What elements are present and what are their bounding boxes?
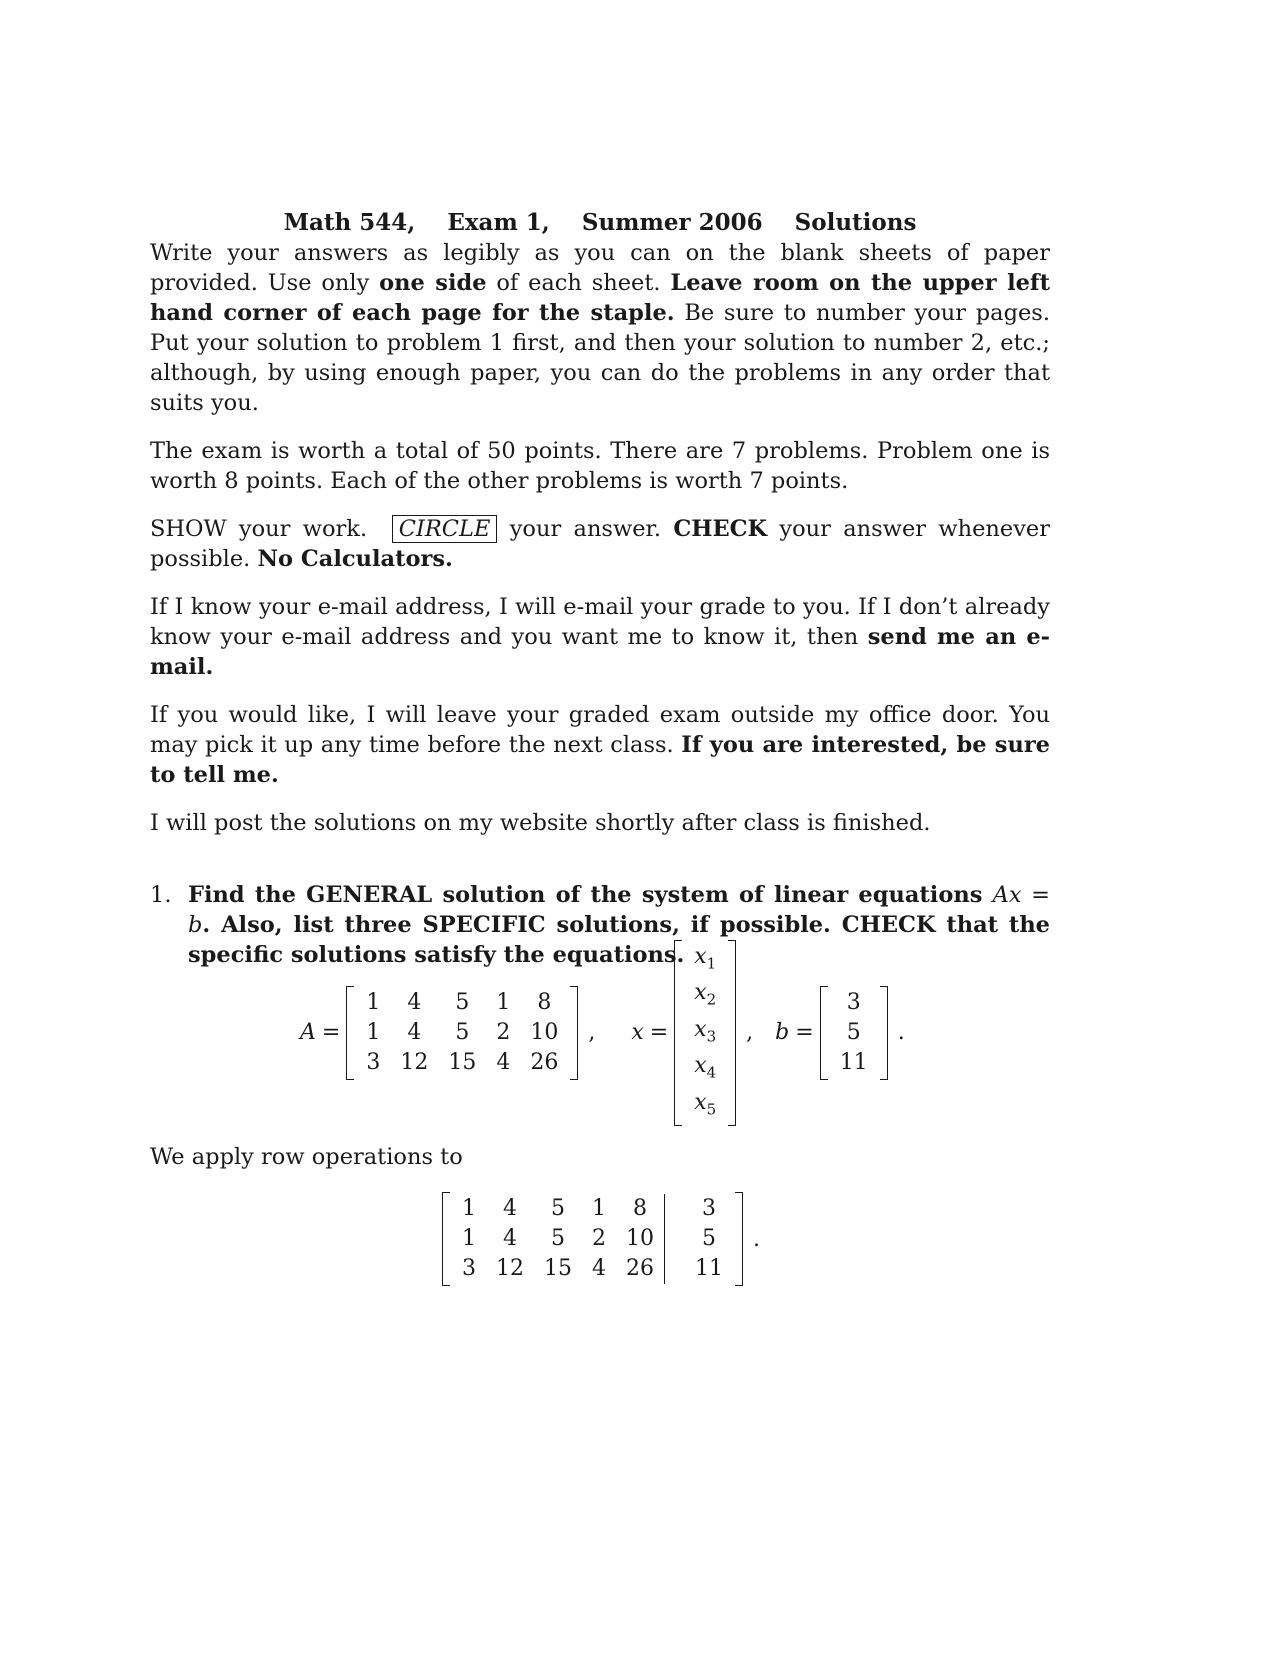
instructions-paragraph-5: If you would like, I will leave your graded exam outside my office door. You may pick it up any time before the next class. If you are interested, be sure to tell me. (150, 702, 1050, 788)
matrix-cell: 5 (455, 1019, 470, 1045)
matrix-row (684, 1088, 726, 1124)
course-name: Math 544, (283, 209, 416, 236)
matrix-A (346, 986, 578, 1080)
augmented-matrix-row: 1 4 5 1 8 3 1 4 5 2 10 5 3 12 15 4 26 11 . (442, 1192, 770, 1286)
instructions-paragraph-6: I will post the solutions on my website shortly after class is finished. (150, 810, 931, 836)
problem-number: 1. (150, 882, 172, 908)
circle-box: CIRCLE (392, 515, 498, 543)
instructions-paragraph-3: SHOW your work. CIRCLE your answer. CHECK your answer whenever possible. No Calculators. (150, 516, 1050, 572)
matrix-cell: 3 (366, 1049, 381, 1075)
vector-entry: $x_1$ (694, 944, 717, 973)
vector-x-label: x (631, 1020, 644, 1046)
vector-x (674, 940, 736, 1126)
augmented-rhs-cell: 3 (702, 1196, 716, 1221)
augment-divider (665, 1254, 686, 1284)
vector-entry: $x_2$ (694, 980, 717, 1009)
matrix-row (356, 988, 568, 1018)
matrix-row (684, 942, 726, 978)
matrix-cell: 3 (462, 1256, 476, 1281)
matrix-row (830, 1018, 878, 1048)
vector-x-table (684, 942, 726, 1124)
matrix-cell: 5 (455, 989, 470, 1015)
vector-entry: 3 (846, 989, 861, 1015)
augmented-matrix-table (452, 1194, 733, 1284)
matrix-cell: 5 (551, 1226, 565, 1251)
matrix-row (452, 1224, 733, 1254)
matrix-cell: 1 (592, 1196, 606, 1221)
vector-b-label: b (775, 1020, 790, 1046)
exam-name: Exam 1, (447, 209, 550, 236)
augment-divider (665, 1194, 686, 1224)
augmented-matrix (442, 1192, 743, 1286)
augmented-rhs-cell: 5 (702, 1226, 716, 1251)
row-ops-intro: We apply row operations to (150, 1144, 463, 1170)
exam-term: Summer 2006 (581, 209, 763, 236)
vector-entry: $x_4$ (694, 1053, 717, 1082)
matrix-cell: 10 (626, 1226, 654, 1251)
matrix-row (830, 1048, 878, 1078)
matrix-cell: 4 (407, 1019, 422, 1045)
matrix-cell: 1 (462, 1226, 476, 1251)
vector-b-table (830, 988, 878, 1078)
matrix-cell: 1 (366, 989, 381, 1015)
matrix-cell: 4 (592, 1256, 606, 1281)
matrix-A-label: A (300, 1020, 316, 1046)
exam-title (150, 208, 1050, 238)
matrix-row (356, 1048, 568, 1078)
matrix-cell: 12 (496, 1256, 524, 1281)
matrix-row (684, 978, 726, 1014)
vector-b (820, 986, 888, 1080)
instructions-paragraph-2: The exam is worth a total of 50 points. There are 7 problems. Problem one is worth 8 points. Each of the other problems is worth 7 points. (150, 438, 1050, 494)
matrix-cell: 26 (530, 1049, 559, 1075)
matrix-row (452, 1254, 733, 1284)
matrix-cell: 12 (400, 1049, 429, 1075)
matrix-row (684, 1051, 726, 1087)
instructions-paragraph-1: Write your answers as legibly as you can on the blank sheets of paper provided. Use only one side of each sheet. Leave room on the upper left hand corner of each page for the staple. Be sure to number your pages. Put your solution to problem 1 first, and then your solution to number 2, etc.; although, by using enough paper, you can do the problems in any order that suits you. (150, 240, 1051, 416)
matrix-cell: 15 (544, 1256, 572, 1281)
instructions-paragraph-4: If I know your e-mail address, I will e-mail your grade to you. If I don’t already know your e-mail address and you want me to know it, then send me an e-mail. (150, 594, 1050, 680)
solutions-label: Solutions (794, 209, 917, 236)
matrix-row (830, 988, 878, 1018)
matrix-cell: 8 (537, 989, 552, 1015)
matrix-cell: 4 (503, 1226, 517, 1251)
matrix-cell: 1 (496, 989, 511, 1015)
vector-entry: $x_5$ (694, 1089, 717, 1118)
matrix-row (356, 1018, 568, 1048)
matrix-cell: 4 (407, 989, 422, 1015)
matrix-cell: 10 (530, 1019, 559, 1045)
vector-entry: $x_3$ (694, 1016, 717, 1046)
matrix-cell: 4 (496, 1049, 511, 1075)
matrix-cell: 26 (626, 1256, 654, 1281)
exam-page (150, 208, 1050, 970)
matrix-cell: 1 (462, 1196, 476, 1221)
matrix-cell: 2 (496, 1019, 511, 1045)
vector-entry: 11 (839, 1049, 868, 1075)
matrix-cell: 4 (503, 1196, 517, 1221)
matrix-A-table (356, 988, 568, 1078)
augment-divider (665, 1224, 686, 1254)
matrix-row (684, 1015, 726, 1051)
matrix-cell: 5 (551, 1196, 565, 1221)
matrix-cell: 1 (366, 1019, 381, 1045)
system-definition: A = 1 4 5 1 8 1 4 5 2 10 3 12 15 4 26 , x = $x_1$ $x_2$ $x_3$ $x_4$ $x_5$ , b = 3 5 11 . (300, 940, 915, 1126)
problem-text: Find the GENERAL solution of the system of linear equations Ax = b. Also, list three SPECIFIC solutions, if possible. CHECK that the specific solutions satisfy the equations. (188, 882, 1050, 968)
vector-entry: 5 (846, 1019, 861, 1045)
matrix-cell: 2 (592, 1226, 606, 1251)
matrix-cell: 8 (633, 1196, 647, 1221)
augmented-rhs-cell: 11 (695, 1256, 723, 1281)
matrix-cell: 15 (448, 1049, 477, 1075)
matrix-row (452, 1194, 733, 1224)
